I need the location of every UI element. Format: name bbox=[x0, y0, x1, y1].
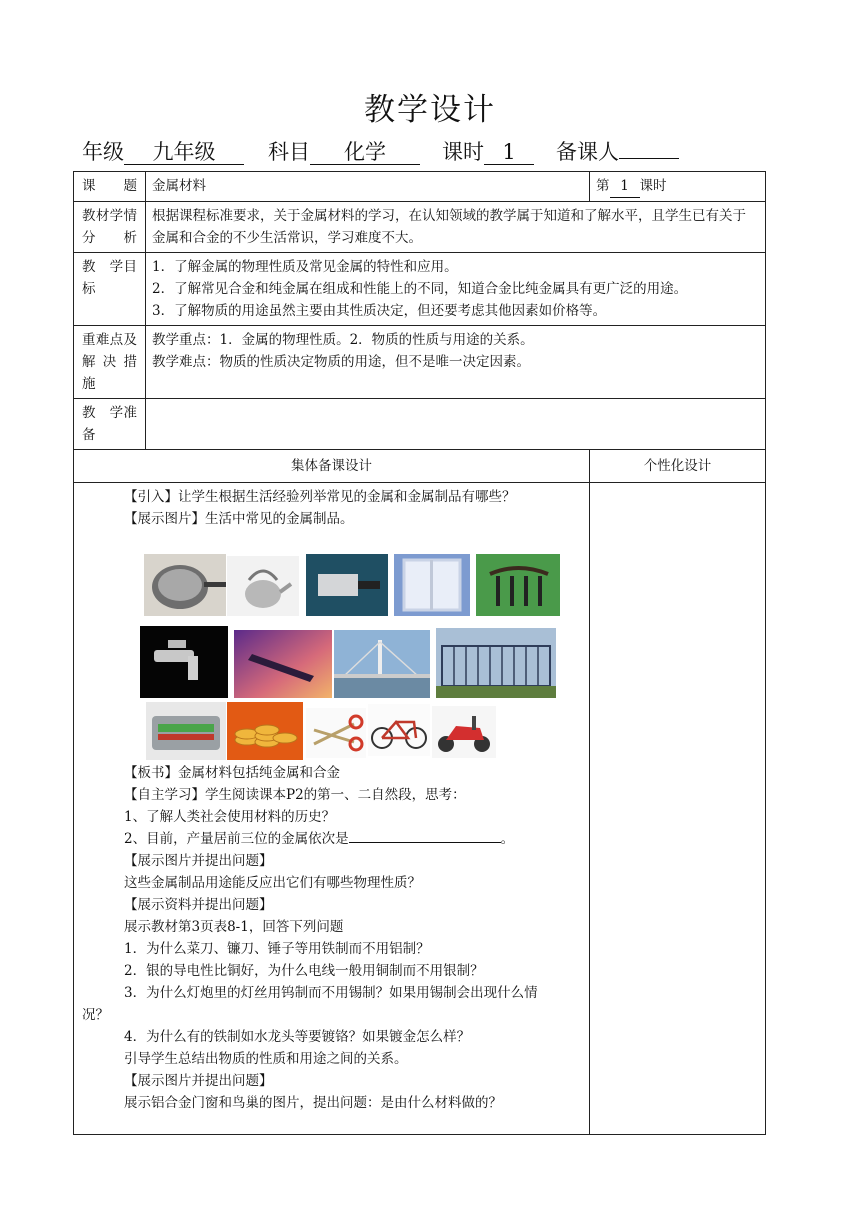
collective-design-cell bbox=[74, 483, 590, 1135]
goal-item: 3．了解物质的用途虽然主要由其性质决定，但还要考虑其他因素如价格等。 bbox=[152, 303, 607, 319]
faucet-image bbox=[140, 626, 228, 698]
personal-design-cell bbox=[590, 483, 766, 1135]
question-item: 3．为什么灯炮里的灯丝用钨制而不用锡制？如果用锡制会出现什么情 bbox=[124, 985, 538, 1001]
topic-row bbox=[74, 172, 766, 202]
period-number: 1 bbox=[610, 175, 640, 198]
wok-image bbox=[144, 554, 226, 616]
grade-value: 九年级 bbox=[124, 140, 244, 165]
guide-line: 引导学生总结出物质的性质和用途之间的关系。 bbox=[124, 1051, 408, 1067]
difficulty-label: 重难点及解决措 施 bbox=[74, 326, 146, 399]
cleaver-image bbox=[306, 554, 388, 616]
show-pictures-line: 【展示图片】生活中常见的金属制品。 bbox=[124, 511, 354, 527]
header-info-line bbox=[82, 136, 679, 166]
preparer-label: 备课人 bbox=[556, 140, 619, 164]
farm-tools-image bbox=[476, 554, 560, 616]
period-prefix: 第 bbox=[596, 178, 610, 194]
collective-header: 集体备课设计 bbox=[74, 450, 590, 483]
question-history: 1、了解人类社会使用材料的历史？ bbox=[124, 809, 336, 825]
analysis-row bbox=[74, 202, 766, 253]
period-suffix: 课时 bbox=[639, 178, 667, 194]
difficulty-cell bbox=[146, 326, 766, 399]
show-data-question-heading: 【展示资料并提出问题】 bbox=[124, 897, 273, 913]
design-header-row bbox=[74, 450, 766, 483]
difficulty-line: 教学难点：物质的性质决定物质的用途，但不是唯一决定因素。 bbox=[152, 354, 530, 370]
topic-value: 金属材料 bbox=[146, 172, 590, 202]
scooter-image bbox=[432, 706, 496, 758]
subject-value: 化学 bbox=[310, 140, 420, 165]
lesson-plan-table bbox=[73, 171, 766, 1135]
question-metals-suffix: 。 bbox=[500, 831, 515, 847]
coins-image bbox=[227, 702, 303, 760]
design-body-row bbox=[74, 483, 766, 1135]
scissors-image bbox=[306, 708, 366, 758]
prep-row bbox=[74, 399, 766, 450]
tin-box-image bbox=[146, 702, 226, 760]
question-item-continuation: 况？ bbox=[82, 1007, 109, 1023]
last-question-line: 展示铝合金门窗和鸟巢的图片，提出问题：是由什么材料做的？ bbox=[124, 1095, 502, 1111]
period-cell bbox=[590, 172, 766, 202]
goal-item: 2．了解常见合金和纯金属在组成和性能上的不同，知道合金比纯金属具有更广泛的用途。 bbox=[152, 281, 688, 297]
self-study-line: 【自主学习】学生阅读课本P2的第一、二自然段，思考： bbox=[124, 787, 466, 803]
goal-item: 1．了解金属的物理性质及常见金属的特性和应用。 bbox=[152, 259, 458, 275]
preparer-value bbox=[619, 158, 679, 159]
bicycle-image bbox=[368, 704, 430, 756]
goals-cell bbox=[146, 253, 766, 326]
show-pictures-question-heading-2: 【展示图片并提出问题】 bbox=[124, 1073, 273, 1089]
physical-properties-question: 这些金属制品用途能反应出它们有哪些物理性质？ bbox=[124, 875, 421, 891]
goals-label: 教 学目 标 bbox=[74, 253, 146, 326]
metal-products-gallery bbox=[82, 540, 581, 760]
prep-value bbox=[146, 399, 766, 450]
question-item: 1．为什么菜刀、镰刀、锤子等用铁制而不用铝制？ bbox=[124, 941, 430, 957]
show-pictures-question-heading: 【展示图片并提出问题】 bbox=[124, 853, 273, 869]
bridge-image bbox=[334, 630, 430, 698]
iron-fence-image bbox=[436, 628, 556, 698]
topic-label: 课 题 bbox=[74, 172, 146, 202]
analysis-text: 根据课程标准要求，关于金属材料的学习，在认知领域的教学属于知道和了解水平，且学生已有关于金属和合金的不少生活常识，学习难度不大。 bbox=[146, 202, 766, 253]
board-line: 【板书】金属材料包括纯金属和合金 bbox=[124, 765, 340, 781]
period-value: 1 bbox=[484, 140, 534, 165]
answer-blank bbox=[349, 828, 501, 843]
question-metals-prefix: 2、目前，产量居前三位的金属依次是 bbox=[124, 831, 349, 847]
question-item: 2．银的导电性比铜好，为什么电线一般用铜制而不用银制？ bbox=[124, 963, 484, 979]
key-point-line: 教学重点：1．金属的物理性质。2．物质的性质与用途的关系。 bbox=[152, 332, 534, 348]
analysis-label: 教材学情分析 bbox=[74, 202, 146, 253]
goals-row bbox=[74, 253, 766, 326]
intro-line: 【引入】让学生根据生活经验列举常见的金属和金属制品有哪些？ bbox=[124, 489, 516, 505]
prep-label: 教 学准 备 bbox=[74, 399, 146, 450]
window-frame-image bbox=[394, 554, 470, 616]
question-metals bbox=[82, 828, 581, 850]
grade-label: 年级 bbox=[82, 140, 124, 164]
pen-nib-image bbox=[234, 630, 332, 698]
page-title: 教学设计 bbox=[364, 92, 496, 128]
period-label: 课时 bbox=[442, 140, 484, 164]
kettle-image bbox=[227, 556, 299, 616]
personal-header: 个性化设计 bbox=[590, 450, 766, 483]
difficulty-row bbox=[74, 326, 766, 399]
table-reference-line: 展示教材第3页表8-1，回答下列问题 bbox=[124, 919, 344, 935]
subject-label: 科目 bbox=[268, 140, 310, 164]
question-item: 4．为什么有的铁制如水龙头等要镀铬？如果镀金怎么样？ bbox=[124, 1029, 471, 1045]
